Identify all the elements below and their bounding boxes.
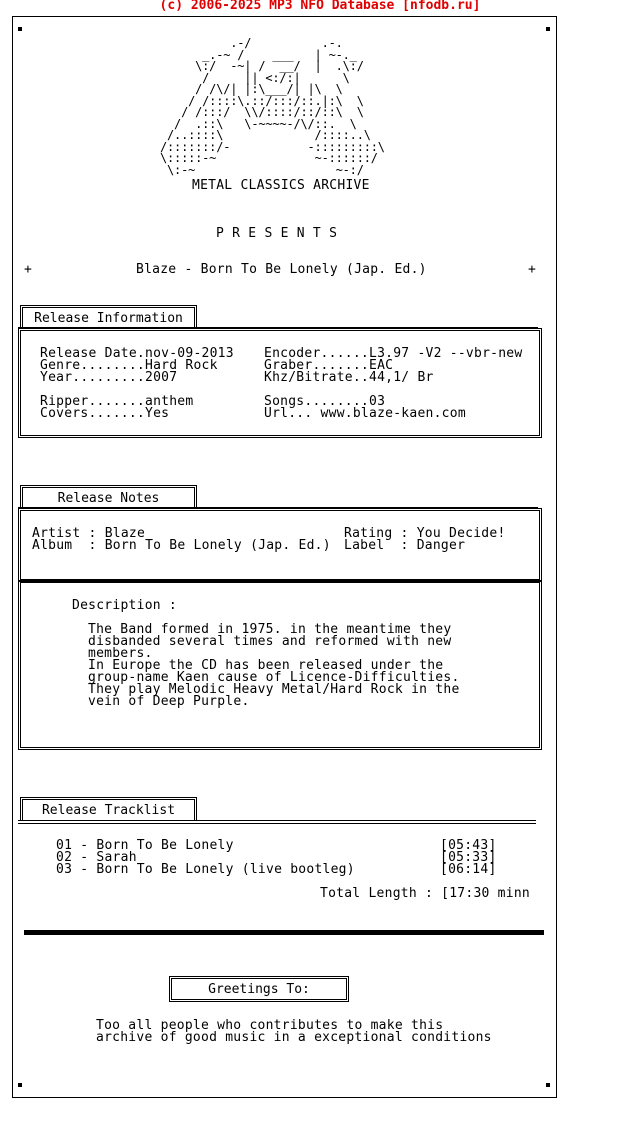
album-line: Album : Born To Be Lonely (Jap. Ed.): [32, 538, 331, 553]
track-title: 02 - Sarah: [56, 850, 137, 865]
thick-separator: [24, 930, 544, 935]
track-title: 03 - Born To Be Lonely (live bootleg): [56, 862, 355, 877]
title-mark-left: +: [24, 262, 33, 277]
title-mark-right: +: [528, 262, 537, 277]
corner-dot: [18, 27, 22, 31]
divider: [18, 823, 536, 824]
logo-caption: METAL CLASSICS ARCHIVE: [192, 178, 370, 193]
track-length: [05:43]: [440, 838, 497, 853]
description-line: members.: [88, 646, 153, 661]
greetings-line: Too all people who contributes to make this: [96, 1018, 444, 1033]
info-left-row: Release Date.nov-09-2013: [40, 346, 234, 361]
ascii-logo-art: .-/ .-. _.-~ / ___ | ~-._ \:/ -~| / __/ | .\:/ / || <:/:| \ / /\/| |:\___/| |\ \ / /::::\.::/:::/::.|:\ \ / /:::/ \\/::::/::/::\ \ / .::\ \-~~~~-/\/::. \ /..::::\ /::::..\ /:::::::/- -:::::::::\ \:::::-~ ~-::::::/ \:-~ ~-:/: [160, 36, 385, 177]
release-info-tab: Release Information: [20, 305, 197, 329]
corner-dot: [546, 27, 550, 31]
info-left-row: Ripper.......anthem: [40, 394, 194, 409]
header-credit: (c) 2006-2025 MP3 NFO Database [nfodb.ru]: [159, 0, 481, 13]
info-left-row: Covers.......Yes: [40, 406, 170, 421]
presents-text: P R E S E N T S: [216, 226, 338, 241]
description-label: Description :: [72, 598, 177, 613]
info-left-row: Genre........Hard Rock: [40, 358, 218, 373]
tracklist-tab: Release Tracklist: [20, 797, 197, 821]
description-line: disbanded several times and reformed with new: [88, 634, 452, 649]
description-line: group-name Kaen cause of Licence-Difficulties.: [88, 670, 460, 685]
description-line: vein of Deep Purple.: [88, 694, 250, 709]
info-right-row: Graber.......EAC: [264, 358, 394, 373]
total-length: Total Length : [17:30 minn: [320, 886, 530, 901]
release-title: Blaze - Born To Be Lonely (Jap. Ed.): [136, 262, 427, 277]
track-length: [06:14]: [440, 862, 497, 877]
info-left-row: Year.........2007: [40, 370, 178, 385]
info-right-row: Khz/Bitrate..44,1/ Br: [264, 370, 434, 385]
description-line: In Europe the CD has been released under the: [88, 658, 444, 673]
corner-dot: [546, 1083, 550, 1087]
release-notes-tab: Release Notes: [20, 485, 197, 509]
corner-dot: [18, 1083, 22, 1087]
divider: [18, 820, 536, 821]
track-length: [05:33]: [440, 850, 497, 865]
label-line: Label : Danger: [344, 538, 466, 553]
artist-line: Artist : Blaze: [32, 526, 146, 541]
info-right-row: Url... www.blaze-kaen.com: [264, 406, 466, 421]
rating-line: Rating : You Decide!: [344, 526, 506, 541]
greetings-line: archive of good music in a exceptional conditions: [96, 1030, 492, 1045]
track-title: 01 - Born To Be Lonely: [56, 838, 234, 853]
description-line: The Band formed in 1975. in the meantime they: [88, 622, 452, 637]
greetings-box: Greetings To:: [169, 976, 349, 1002]
info-right-row: Encoder......L3.97 -V2 --vbr-new: [264, 346, 523, 361]
description-line: They play Melodic Heavy Metal/Hard Rock in the: [88, 682, 460, 697]
info-right-row: Songs........03: [264, 394, 386, 409]
